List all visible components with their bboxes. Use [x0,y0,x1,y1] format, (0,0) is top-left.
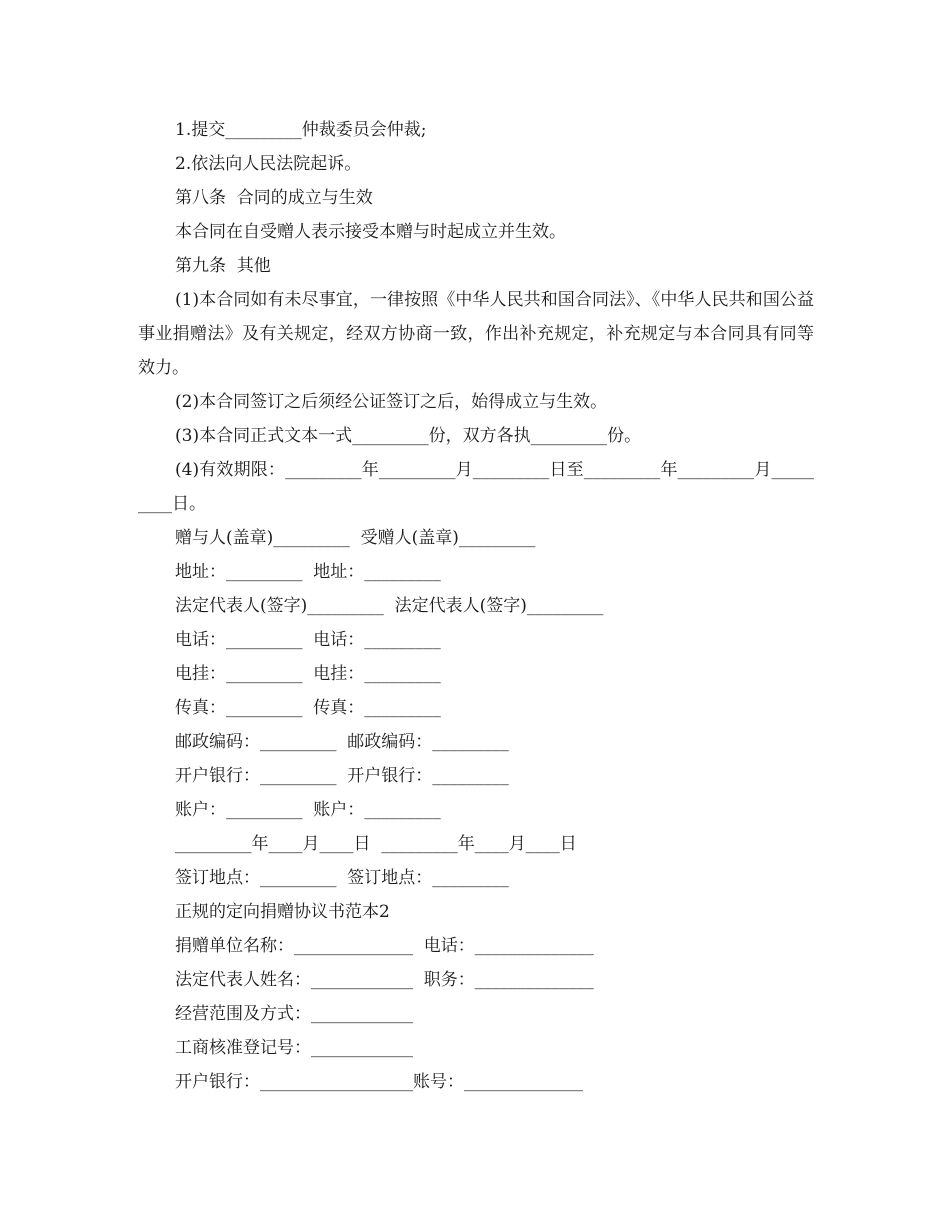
signature-legal-rep: 法定代表人(签字)_________ 法定代表人(签字)_________ [175,596,604,616]
article-8-heading: 第八条 合同的成立与生效 [175,188,373,208]
document-body [138,113,814,1099]
article-9-clause-3: (3)本合同正式文本一式_________份，双方各执_________份。 [175,426,642,446]
signature-bank: 开户银行：_________ 开户银行：_________ [175,766,509,786]
arbitration-option-2: 2.依法向人民法院起诉。 [175,154,362,174]
sample-2-business-scope: 经营范围及方式：____________ [175,1004,413,1024]
sample-2-legal-rep-name: 法定代表人姓名：____________ 职务：______________ [175,970,594,990]
article-8-text: 本合同在自受赠人表示接受本赠与时起成立并生效。 [175,222,566,242]
signature-postcode: 邮政编码：_________ 邮政编码：_________ [175,732,509,752]
arbitration-option-1: 1.提交_________仲裁委员会仲裁; [175,120,427,140]
sample-2-registration-number: 工商核准登记号：____________ [175,1038,413,1058]
article-9-clause-1: (1)本合同如有未尽事宜，一律按照《中华人民共和国合同法》、《中华人民共和国公益事业捐赠法》及有关规定，经双方协商一致，作出补充规定，补充规定与本合同具有同等效力。 [138,290,814,378]
article-9-clause-2: (2)本合同签订之后须经公证签订之后，始得成立与生效。 [175,392,608,412]
signature-phone: 电话：_________ 电话：_________ [175,630,441,650]
article-9-heading: 第九条 其他 [175,256,271,276]
signature-donor-recipient: 赠与人(盖章)_________ 受赠人(盖章)_________ [175,528,536,548]
signature-place: 签订地点：_________ 签订地点：_________ [175,868,509,888]
sample-2-unit-name: 捐赠单位名称：______________ 电话：______________ [175,936,594,956]
signature-address: 地址：_________ 地址：_________ [175,562,441,582]
signature-date: _________年____月____日 _________年____月____日 [175,834,577,854]
article-9-clause-4: (4)有效期限：_________年_________月_________日至_________年_________月_________日。 [138,460,814,514]
sample-2-bank-account: 开户银行：__________________账号：______________ [175,1072,583,1092]
signature-account: 账户：_________ 账户：_________ [175,800,441,820]
signature-fax: 传真：_________ 传真：_________ [175,698,441,718]
signature-telegraph: 电挂：_________ 电挂：_________ [175,664,441,684]
sample-2-title: 正规的定向捐赠协议书范本2 [175,902,390,922]
